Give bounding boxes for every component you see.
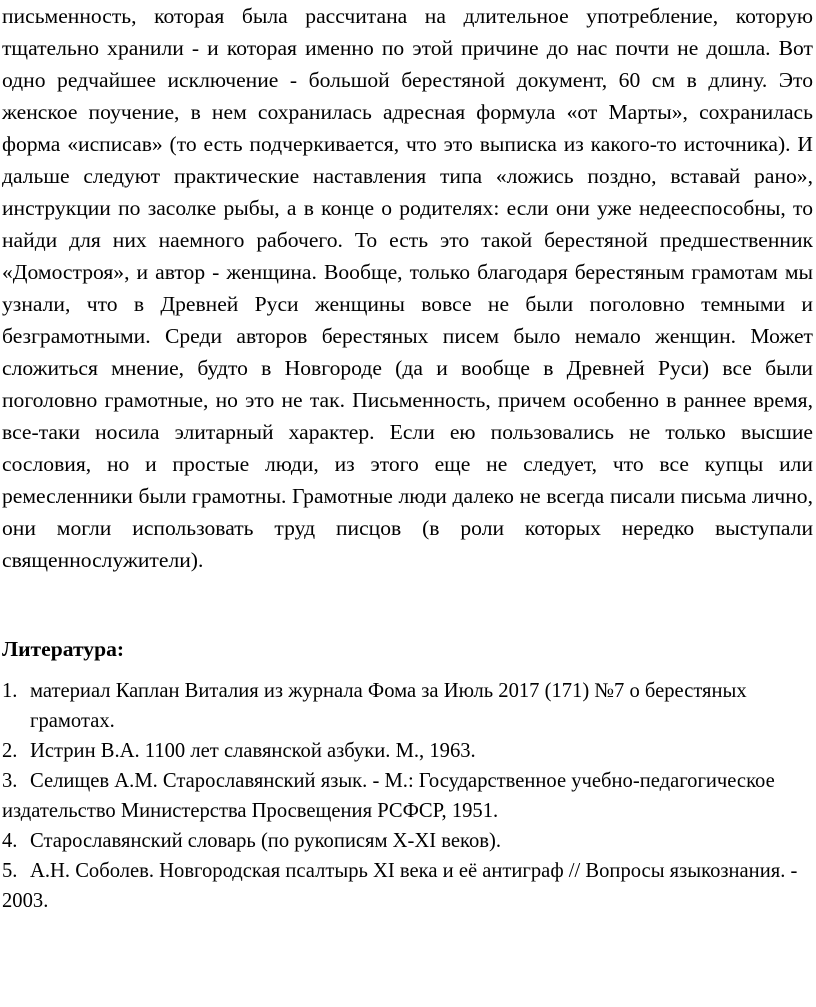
literature-item (2, 826, 802, 856)
literature-heading: Литература: (2, 637, 125, 661)
literature-item (2, 736, 802, 766)
literature-item-text: Истрин В.А. 1100 лет славянской азбуки. М., 1963. (30, 740, 476, 762)
literature-item (2, 766, 802, 826)
literature-list (2, 676, 802, 916)
body-paragraph: письменность, которая была рассчитана на длительное употребление, которую тщательно хранили - и которая именно по этой причине до нас почти не дошла. Вот одно редчайшее исключение - большой берестяной документ, 60 см в длину. Это женское поучение, в нем сохранилась адресная формула «от Марты», сохранилась форма «исписав» (то есть подчеркивается, что это выписка из какого-то источника). И дальше следуют практические наставления типа «ложись поздно, вставай рано», инструкции по засолке рыбы, а в конце о родителях: если они уже недееспособны, то найди для них наемного рабочего. То есть это такой берестяной предшественник «Домостроя», и автор - женщина. Вообще, только благодаря берестяным грамотам мы узнали, что в Древней Руси женщины вовсе не были поголовно темными и безграмотными. Среди авторов берестяных писем было немало женщин. Может сложиться мнение, будто в Новгороде (да и вообще в Древней Руси) все были поголовно грамотные, но это не так. Письменность, причем особенно в раннее время, все-таки носила элитарный характер. Если ею пользовались не только высшие сословия, но и простые люди, из этого еще не следует, что все купцы или ремесленники были грамотны. Грамотные люди далеко не всегда писали письма лично, они могли использовать труд писцов (в роли которых нередко выступали священнослужители). (2, 4, 813, 572)
literature-item-number: 3. (2, 770, 18, 792)
literature-item-text: материал Каплан Виталия из журнала Фома за Июль 2017 (171) №7 о берестяных грамотах. (30, 680, 747, 732)
literature-item-text: А.Н. Соболев. Новгородская псалтырь XI века и её антиграф // Вопросы языкознания. - 2003. (2, 860, 798, 912)
literature-item (2, 856, 802, 916)
literature-item-number: 2. (2, 740, 18, 762)
literature-item-number: 1. (2, 680, 18, 702)
literature-item-number: 5. (2, 860, 18, 882)
literature-item (2, 676, 802, 736)
literature-item-text: Селищев А.М. Старославянский язык. - М.: Государственное учебно-педагогическое издательство Министерства Просвещения РСФСР, 1951. (2, 770, 775, 822)
literature-item-number: 4. (2, 830, 18, 852)
literature-item-text: Старославянский словарь (по рукописям X-XI веков). (30, 830, 502, 852)
